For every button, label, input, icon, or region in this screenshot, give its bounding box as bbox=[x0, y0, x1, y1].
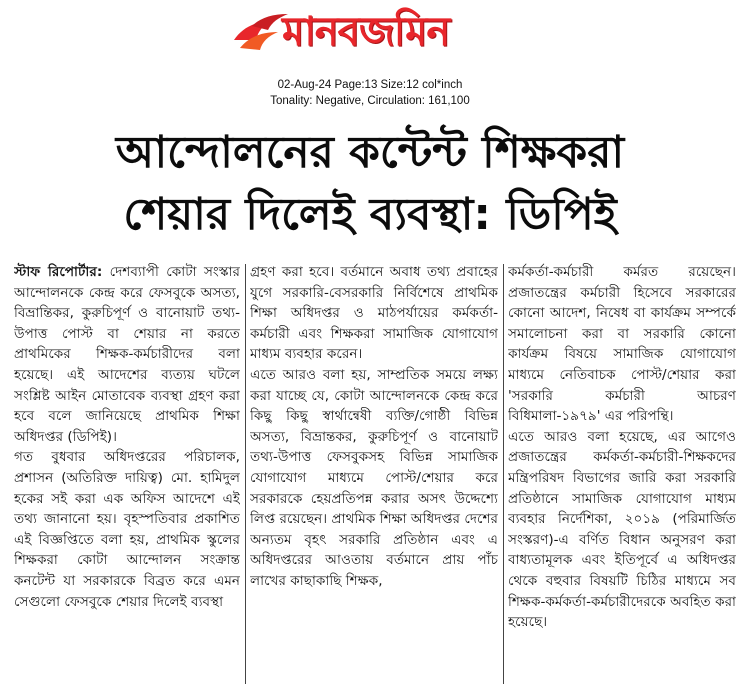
column-divider bbox=[245, 264, 246, 684]
article-paragraph: এতে আরও বলা হয়েছে, এর আগেও প্রজাতন্ত্রের কর্মকর্তা-কর্মচারী-শিক্ষকদের মন্ত্রিপরিষদ বিভাগের জারি করা সরকারি প্রতিষ্ঠানে সামাজিক যোগাযোগ মাধ্যম ব্যবহার নির্দেশিকা, ২০১৯ (পরিমার্জিত সংস্করণ)-এ বর্ণিত বিধান অনুসরণ করা বাধ্যতামূলক এবং ইতিপূর্বে এ অধিদপ্তর থেকে বহুবার বিষয়টি চিঠির মাধ্যমে সব শিক্ষক-কর্মকর্তা-কর্মচারীদেরকে অবহিত করা হয়েছে। bbox=[508, 428, 736, 631]
byline: স্টাফ রিপোর্টার: bbox=[14, 264, 103, 280]
article-body bbox=[14, 262, 736, 686]
clipping-info-line-2: Tonality: Negative, Circulation: 161,100 bbox=[270, 95, 470, 107]
article-paragraph: এতে আরও বলা হয়, সাম্প্রতিক সময়ে লক্ষ্য করা যাচ্ছে যে, কোটা আন্দোলনকে কেন্দ্র করে কিছু কিছু স্বার্থান্বেষী ব্যক্তি/গোষ্ঠী বিভিন্ন অসত্য, বিভ্রান্তকর, কুরুচিপূর্ণ ও বানোয়াট তথ্য-উপাত্ত ফেসবুকসহ বিভিন্ন সামাজিক যোগাযোগ মাধ্যমে পোস্ট/শেয়ার করে সরকারকে হেয়প্রতিপন্ন করার অসৎ উদ্দেশ্যে লিপ্ত রয়েছেন। প্রাথমিক শিক্ষা অধিদপ্তর দেশের অন্যতম বৃহৎ সরকারি প্রতিষ্ঠান এবং এ অধিদপ্তরের আওতায় বর্তমানে প্রায় পাঁচ লাখের কাছাকাছি শিক্ষক, bbox=[250, 366, 498, 589]
clipping-info-line-1: 02-Aug-24 Page:13 Size:12 col*inch bbox=[277, 79, 463, 91]
column-divider bbox=[503, 264, 504, 684]
article-column-3 bbox=[508, 262, 736, 686]
masthead bbox=[0, 0, 740, 107]
logo-wordmark: মানবজমিন bbox=[282, 8, 450, 55]
article-paragraph: কর্মকর্তা-কর্মচারী কর্মরত রয়েছেন। প্রজাতন্ত্রের কর্মচারী হিসেবে সরকারের কোনো আদেশ, নিষেধ বা কার্যক্রম সম্পর্কে সমালোচনা করা বা সরকারি কোনো কার্যক্রম বিষয়ে সামাজিক যোগাযোগ মাধ্যমে নেতিবাচক পোস্ট/শেয়ার করা 'সরকারি কর্মচারী আচরণ বিধিমালা-১৯৭৯' এর পরিপন্থি। bbox=[508, 264, 736, 425]
headline-line-1: আন্দোলনের কন্টেন্ট শিক্ষকরা bbox=[115, 127, 625, 178]
article-paragraph: গ্রহণ করা হবে। বর্তমানে অবাধ তথ্য প্রবাহের যুগে সরকারি-বেসরকারি নির্বিশেষে প্রাথমিক শিক্ষা অধিদপ্তর ও মাঠপর্যায়ের কর্মকর্তা-কর্মচারী এবং শিক্ষকরা সামাজিক যোগাযোগ মাধ্যম ব্যবহার করেন। bbox=[250, 264, 498, 363]
intro-text: দেশব্যাপী কোটা সংস্কার আন্দোলনকে কেন্দ্র করে ফেসবুকে অসত্য, বিভ্রান্তিকর, কুরুচিপূর্ণ ও বানোয়াট তথ্য-উপাত্ত পোস্ট বা শেয়ার না করতে প্রাথমিকের শিক্ষক-কর্মচারীদের বলা হয়েছে। এই আদেশের ব্যত্যয় ঘটলে সংশ্লিষ্ট আইন মোতাবেক ব্যবস্থা গ্রহণ করা হবে বলে জানিয়েছে প্রাথমিক শিক্ষা অধিদপ্তর (ডিপিই)। bbox=[14, 264, 240, 445]
newspaper-logo bbox=[232, 2, 514, 62]
article-headline bbox=[20, 122, 720, 246]
headline-line-2: শেয়ার দিলেই ব্যবস্থা: ডিপিই bbox=[123, 189, 617, 240]
article-paragraph bbox=[14, 262, 240, 447]
article-column-2 bbox=[250, 262, 498, 686]
article-paragraph: গত বুধবার অধিদপ্তরের পরিচালক, প্রশাসন (অতিরিক্ত দায়িত্ব) মো. হামিদুল হকের সই করা এক অফিস আদেশে এই তথ্য জানানো হয়। বৃহস্পতিবার প্রকাশিত এই বিজ্ঞপ্তিতে বলা হয়, প্রাথমিক স্কুলের শিক্ষকরা কোটা আন্দোলন সংক্রান্ত কনটেন্ট যা সরকারকে বিব্রত করে এমন সেগুলো ফেসবুকে শেয়ার দিলেই ব্যবস্থা bbox=[14, 449, 240, 610]
article-column-1 bbox=[14, 262, 240, 686]
